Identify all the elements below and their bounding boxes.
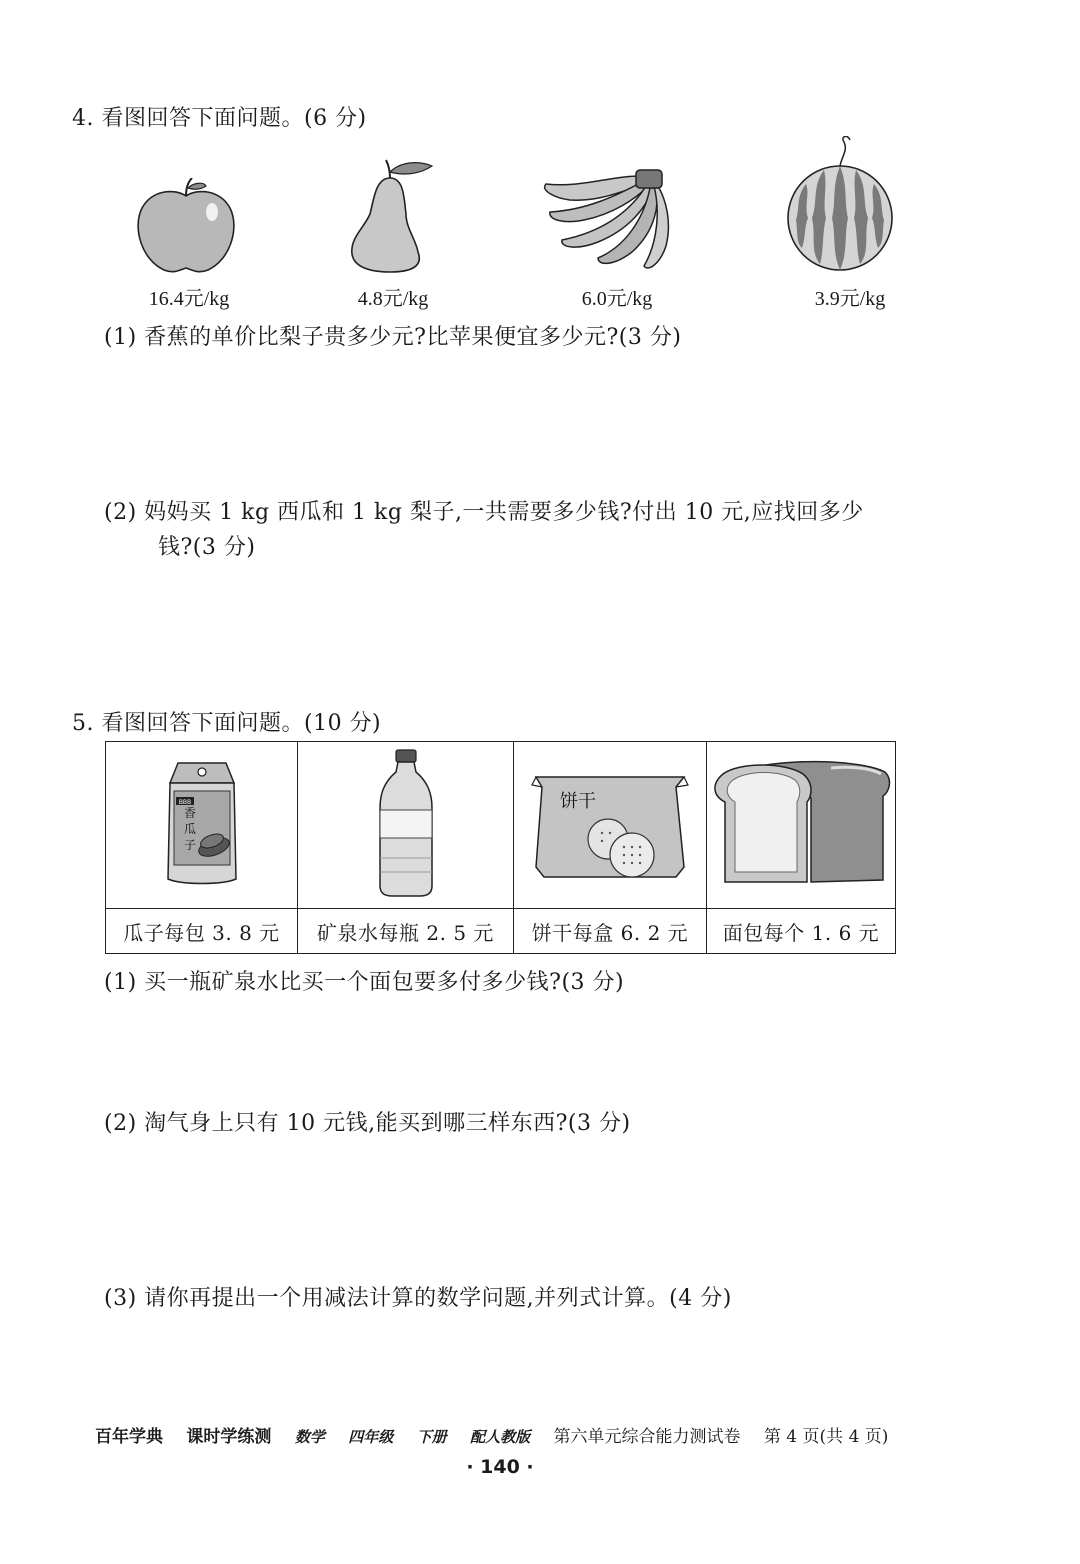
bread-icon [711, 758, 891, 888]
bag-text-3: 子 [183, 838, 196, 852]
apple-price: 16.4元/kg [148, 288, 230, 310]
goods-table [105, 741, 896, 954]
page-footer [95, 1422, 906, 1447]
water-cell [298, 742, 514, 909]
footer-brand: 百年学典 [95, 1427, 163, 1447]
q5-sub2: (2) 淘气身上只有 10 元钱,能买到哪三样东西?(3 分) [104, 1111, 631, 1136]
footer-series: 课时学练测 [186, 1427, 272, 1447]
bag-text-1: 香 [183, 806, 196, 820]
seeds-cell [106, 742, 298, 909]
biscuit-cell [514, 742, 707, 909]
water-price-label: 矿泉水每瓶 2. 5 元 [298, 909, 514, 954]
watermelon-price: 3.9元/kg [814, 288, 886, 310]
biscuit-box-icon [528, 767, 692, 879]
apple-icon [134, 178, 238, 276]
banana-price: 6.0元/kg [581, 288, 653, 310]
bread-price-label: 面包每个 1. 6 元 [707, 909, 896, 954]
q4-sub2: (2) 妈妈买 1 kg 西瓜和 1 kg 梨子,一共需要多少钱?付出 10 元,应找回多少 [104, 500, 864, 525]
sunflower-seeds-bag-icon [152, 755, 252, 891]
footer-subject: 数学 [294, 1428, 325, 1446]
footer-volume: 下册 [416, 1428, 447, 1446]
banana-icon [540, 166, 670, 272]
q5-sub3: (3) 请你再提出一个用减法计算的数学问题,并列式计算。(4 分) [104, 1286, 732, 1311]
q4-sub1: (1) 香蕉的单价比梨子贵多少元?比苹果便宜多少元?(3 分) [104, 325, 682, 350]
bag-text-2: 瓜 [183, 822, 196, 836]
bread-cell [707, 742, 896, 909]
water-bottle-icon [376, 748, 436, 898]
q4-title: 4. 看图回答下面问题。(6 分) [72, 106, 367, 131]
pear-price: 4.8元/kg [357, 288, 429, 310]
footer-test-name: 第六单元综合能力测试卷 [553, 1427, 741, 1447]
biscuit-price-label: 饼干每盒 6. 2 元 [514, 909, 707, 954]
footer-grade: 四年级 [348, 1428, 394, 1446]
footer-page-info: 第 4 页(共 4 页) [763, 1427, 889, 1447]
seeds-price-label: 瓜子每包 3. 8 元 [106, 909, 298, 954]
bag-brand-text: BBB [178, 799, 191, 806]
q4-sub2-cont: 钱?(3 分) [158, 535, 256, 560]
footer-edition: 配人教版 [470, 1428, 531, 1446]
biscuit-box-text: 饼干 [560, 791, 596, 812]
page-number: · 140 · [466, 1456, 534, 1478]
q5-sub1: (1) 买一瓶矿泉水比买一个面包要多付多少钱?(3 分) [104, 970, 625, 995]
q5-title: 5. 看图回答下面问题。(10 分) [72, 711, 382, 736]
watermelon-icon [784, 136, 896, 274]
pear-icon [346, 158, 436, 274]
